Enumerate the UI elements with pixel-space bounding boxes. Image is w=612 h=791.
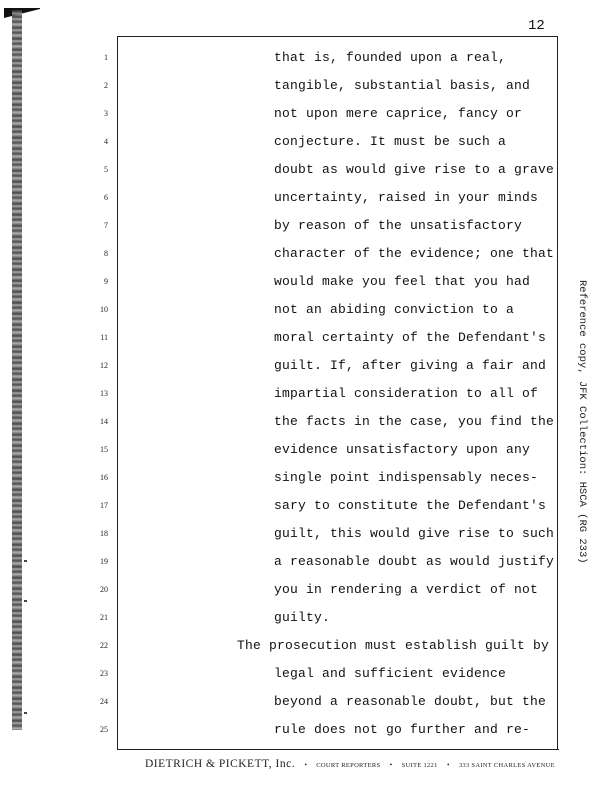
line-number: 14 [100,417,108,426]
line-number: 1 [104,53,108,62]
footer-court-reporters: COURT REPORTERS [316,762,381,769]
line-number: 16 [100,473,108,482]
footer-firm-name: DIETRICH & PICKETT, Inc. [145,758,296,770]
line-number: 18 [100,529,108,538]
line-number: 5 [104,165,108,174]
transcript-line: single point indispensably neces- [274,470,539,485]
transcript-line: you in rendering a verdict of not [274,582,539,597]
transcript-line: the facts in the case, you find the [274,414,555,429]
footer-separator: • [447,761,450,769]
scan-speck [24,712,27,714]
line-number: 4 [104,137,108,146]
scan-speck [24,600,27,602]
line-number: 21 [100,613,108,622]
line-number: 6 [104,193,108,202]
line-number: 13 [100,389,108,398]
line-number: 24 [100,697,108,706]
transcript-line: evidence unsatisfactory upon any [274,442,531,457]
line-number: 23 [100,669,108,678]
line-number: 3 [104,109,108,118]
transcript-frame-bottom [117,749,559,750]
scan-corner-mark [4,8,40,18]
page-number: 12 [528,18,545,34]
transcript-line: conjecture. It must be such a [274,134,507,149]
line-number: 22 [100,641,108,650]
transcript-line: guilt. If, after giving a fair and [274,358,547,373]
transcript-line: would make you feel that you had [274,274,531,289]
line-number: 10 [100,305,108,314]
transcript-line: guilt, this would give rise to such [274,526,555,541]
transcript-line: sary to constitute the Defendant's [274,498,547,513]
line-number: 15 [100,445,108,454]
line-number: 20 [100,585,108,594]
transcript-line: uncertainty, raised in your minds [274,190,539,205]
scan-speck [24,560,27,562]
line-number: 9 [104,277,108,286]
footer-address: 333 SAINT CHARLES AVENUE [458,762,555,769]
page-footer [145,758,555,770]
transcript-line: rule does not go further and re- [274,722,531,737]
transcript-line: The prosecution must establish guilt by [237,638,550,653]
line-number: 7 [104,221,108,230]
line-number: 11 [100,333,108,342]
scan-binding-strip [12,10,22,730]
scan-binding-edge [0,0,40,791]
transcript-line: tangible, substantial basis, and [274,78,531,93]
margin-archive-note: Reference copy, JFK Collection: HSCA (RG 233) [576,280,588,564]
transcript-line: that is, founded upon a real, [274,50,507,65]
line-number: 19 [100,557,108,566]
transcript-line: doubt as would give rise to a grave [274,162,555,177]
transcript-line: a reasonable doubt as would justify [274,554,555,569]
footer-suite: SUITE 1221 [401,762,438,769]
transcript-line: beyond a reasonable doubt, but the [274,694,547,709]
transcript-line: not upon mere caprice, fancy or [274,106,523,121]
transcript-line: moral certainty of the Defendant's [274,330,547,345]
transcript-line: guilty. [274,610,331,625]
line-number: 8 [104,249,108,258]
transcript-line: character of the evidence; one that [274,246,555,261]
footer-separator: • [389,761,393,769]
transcript-line: impartial consideration to all of [274,386,539,401]
line-number: 2 [104,81,108,90]
footer-separator: • [304,761,307,769]
transcript-line: not an abiding conviction to a [274,302,515,317]
transcript-line: by reason of the unsatisfactory [274,218,523,233]
line-number: 25 [100,725,108,734]
line-number: 12 [100,361,108,370]
line-number: 17 [100,501,108,510]
transcript-line: legal and sufficient evidence [274,666,507,681]
